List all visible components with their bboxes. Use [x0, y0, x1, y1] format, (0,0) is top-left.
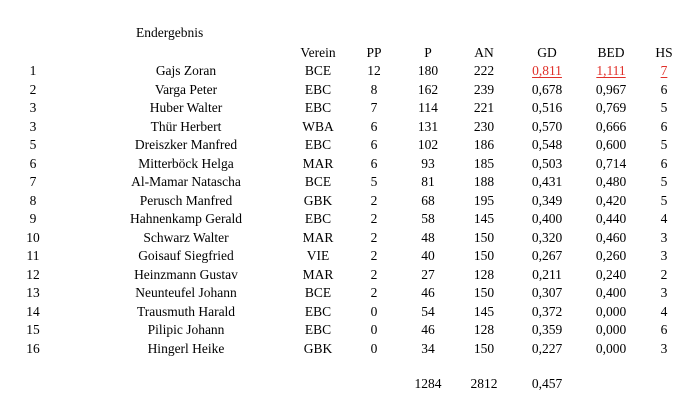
cell-an: 221	[473, 100, 495, 115]
cell-an: 150	[473, 341, 495, 356]
cell-bed: 0,967	[595, 82, 627, 97]
cell-hs: 7	[660, 63, 668, 78]
cell-hs: 5	[660, 193, 668, 208]
document-title: Endergebnis	[136, 25, 204, 40]
cell-p: 46	[421, 322, 435, 337]
cell-an: 230	[473, 119, 495, 134]
cell-rank: 9	[29, 211, 37, 226]
cell-hs: 4	[660, 211, 668, 226]
cell-name: Al-Mamar Natascha	[131, 174, 241, 189]
cell-an: 239	[473, 82, 495, 97]
cell-rank: 12	[26, 267, 40, 282]
cell-verein: EBC	[304, 100, 332, 115]
cell-verein: EBC	[304, 322, 332, 337]
cell-rank: 15	[26, 322, 40, 337]
cell-name: Neunteufel Johann	[135, 285, 237, 300]
cell-pp: 2	[370, 230, 378, 245]
cell-rank: 7	[29, 174, 37, 189]
cell-verein: MAR	[302, 156, 334, 171]
cell-gd: 0,320	[531, 230, 563, 245]
cell-p: 58	[421, 211, 435, 226]
cell-pp: 2	[370, 267, 378, 282]
cell-verein: GBK	[303, 193, 333, 208]
cell-pp: 2	[370, 248, 378, 263]
cell-pp: 6	[370, 156, 378, 171]
cell-rank: 5	[29, 137, 37, 152]
cell-an: 185	[473, 156, 495, 171]
cell-verein: WBA	[302, 119, 334, 134]
cell-hs: 3	[660, 230, 668, 245]
cell-bed: 0,400	[595, 285, 627, 300]
cell-gd: 0,211	[532, 267, 562, 282]
cell-bed: 0,480	[595, 174, 627, 189]
cell-p: 93	[421, 156, 435, 171]
cell-pp: 2	[370, 211, 378, 226]
cell-hs: 2	[660, 267, 668, 282]
cell-p: 54	[421, 304, 435, 319]
cell-name: Dreiszker Manfred	[134, 137, 238, 152]
cell-an: 150	[473, 248, 495, 263]
cell-verein: MAR	[302, 230, 334, 245]
cell-pp: 0	[370, 322, 378, 337]
cell-pp: 6	[370, 137, 378, 152]
cell-bed: 0,000	[595, 304, 627, 319]
cell-hs: 6	[660, 82, 668, 97]
cell-bed: 0,420	[595, 193, 627, 208]
cell-gd: 0,267	[531, 248, 563, 263]
header-hs: HS	[655, 45, 673, 60]
cell-pp: 6	[370, 119, 378, 134]
cell-verein: EBC	[304, 211, 332, 226]
cell-bed: 0,769	[595, 100, 627, 115]
cell-rank: 6	[29, 156, 37, 171]
header-bed: BED	[597, 45, 625, 60]
cell-hs: 3	[660, 248, 668, 263]
cell-rank: 3	[29, 119, 37, 134]
cell-hs: 6	[660, 119, 668, 134]
cell-rank: 8	[29, 193, 37, 208]
cell-p: 40	[421, 248, 435, 263]
cell-gd: 0,516	[531, 100, 563, 115]
cell-bed: 0,000	[595, 322, 627, 337]
header-verein: Verein	[300, 45, 336, 60]
cell-pp: 12	[367, 63, 381, 78]
cell-p: 102	[417, 137, 439, 152]
cell-name: Hingerl Heike	[147, 341, 225, 356]
cell-hs: 3	[660, 341, 668, 356]
cell-gd: 0,678	[531, 82, 563, 97]
header-gd: GD	[537, 45, 557, 60]
cell-an: 150	[473, 285, 495, 300]
cell-an: 145	[473, 211, 495, 226]
total-points: 1284	[414, 376, 442, 391]
cell-pp: 0	[370, 341, 378, 356]
cell-p: 114	[418, 100, 438, 115]
cell-p: 46	[421, 285, 435, 300]
cell-rank: 10	[26, 230, 40, 245]
cell-name: Huber Walter	[149, 100, 223, 115]
cell-bed: 0,000	[595, 341, 627, 356]
cell-bed: 0,460	[595, 230, 627, 245]
cell-p: 180	[417, 63, 439, 78]
cell-name: Varga Peter	[154, 82, 218, 97]
cell-pp: 5	[370, 174, 378, 189]
cell-p: 48	[421, 230, 435, 245]
cell-gd: 0,431	[531, 174, 563, 189]
cell-an: 188	[473, 174, 495, 189]
cell-verein: BCE	[304, 63, 332, 78]
cell-rank: 2	[29, 82, 37, 97]
cell-hs: 5	[660, 137, 668, 152]
cell-name: Trausmuth Harald	[136, 304, 236, 319]
cell-rank: 3	[29, 100, 37, 115]
cell-name: Goisauf Siegfried	[138, 248, 234, 263]
cell-p: 34	[421, 341, 435, 356]
cell-bed: 0,440	[595, 211, 627, 226]
cell-verein: VIE	[306, 248, 330, 263]
cell-gd: 0,307	[531, 285, 563, 300]
cell-rank: 1	[29, 63, 37, 78]
cell-gd: 0,372	[531, 304, 563, 319]
cell-name: Mitterböck Helga	[138, 156, 234, 171]
cell-gd: 0,227	[531, 341, 563, 356]
cell-verein: BCE	[304, 174, 332, 189]
cell-rank: 11	[26, 248, 40, 263]
cell-name: Pilipic Johann	[147, 322, 225, 337]
cell-name: Gajs Zoran	[155, 63, 217, 78]
cell-p: 81	[421, 174, 435, 189]
cell-name: Perusch Manfred	[139, 193, 233, 208]
cell-pp: 8	[370, 82, 378, 97]
cell-rank: 13	[26, 285, 40, 300]
cell-pp: 7	[370, 100, 378, 115]
cell-hs: 5	[660, 174, 668, 189]
cell-gd: 0,811	[532, 63, 562, 78]
cell-bed: 0,240	[595, 267, 627, 282]
cell-bed: 0,260	[595, 248, 627, 263]
cell-an: 195	[473, 193, 495, 208]
cell-verein: EBC	[304, 137, 332, 152]
cell-bed: 1,111	[596, 63, 626, 78]
cell-gd: 0,400	[531, 211, 563, 226]
cell-gd: 0,359	[531, 322, 563, 337]
cell-an: 128	[473, 267, 495, 282]
header-p: P	[424, 45, 432, 60]
cell-bed: 0,714	[595, 156, 627, 171]
cell-bed: 0,666	[595, 119, 627, 134]
cell-p: 27	[421, 267, 435, 282]
cell-name: Thür Herbert	[150, 119, 222, 134]
cell-gd: 0,548	[531, 137, 563, 152]
cell-verein: EBC	[304, 304, 332, 319]
total-an: 2812	[470, 376, 498, 391]
header-an: AN	[474, 45, 494, 60]
cell-rank: 14	[26, 304, 40, 319]
cell-an: 128	[473, 322, 495, 337]
cell-an: 186	[473, 137, 495, 152]
cell-verein: BCE	[304, 285, 332, 300]
cell-pp: 2	[370, 193, 378, 208]
cell-p: 68	[421, 193, 435, 208]
cell-gd: 0,570	[531, 119, 563, 134]
total-average-gd: 0,457	[531, 376, 563, 391]
cell-hs: 5	[660, 100, 668, 115]
cell-hs: 3	[660, 285, 668, 300]
cell-verein: GBK	[303, 341, 333, 356]
cell-verein: MAR	[302, 267, 334, 282]
cell-gd: 0,503	[531, 156, 563, 171]
cell-p: 131	[417, 119, 439, 134]
cell-hs: 4	[660, 304, 668, 319]
cell-pp: 0	[370, 304, 378, 319]
cell-p: 162	[417, 82, 439, 97]
cell-an: 150	[473, 230, 495, 245]
cell-name: Schwarz Walter	[143, 230, 229, 245]
cell-rank: 16	[26, 341, 40, 356]
cell-pp: 2	[370, 285, 378, 300]
cell-hs: 6	[660, 322, 668, 337]
cell-hs: 6	[660, 156, 668, 171]
cell-name: Hahnenkamp Gerald	[129, 211, 243, 226]
cell-gd: 0,349	[531, 193, 563, 208]
cell-an: 145	[473, 304, 495, 319]
header-pp: PP	[366, 45, 382, 60]
cell-verein: EBC	[304, 82, 332, 97]
cell-bed: 0,600	[595, 137, 627, 152]
cell-an: 222	[473, 63, 495, 78]
cell-name: Heinzmann Gustav	[134, 267, 238, 282]
